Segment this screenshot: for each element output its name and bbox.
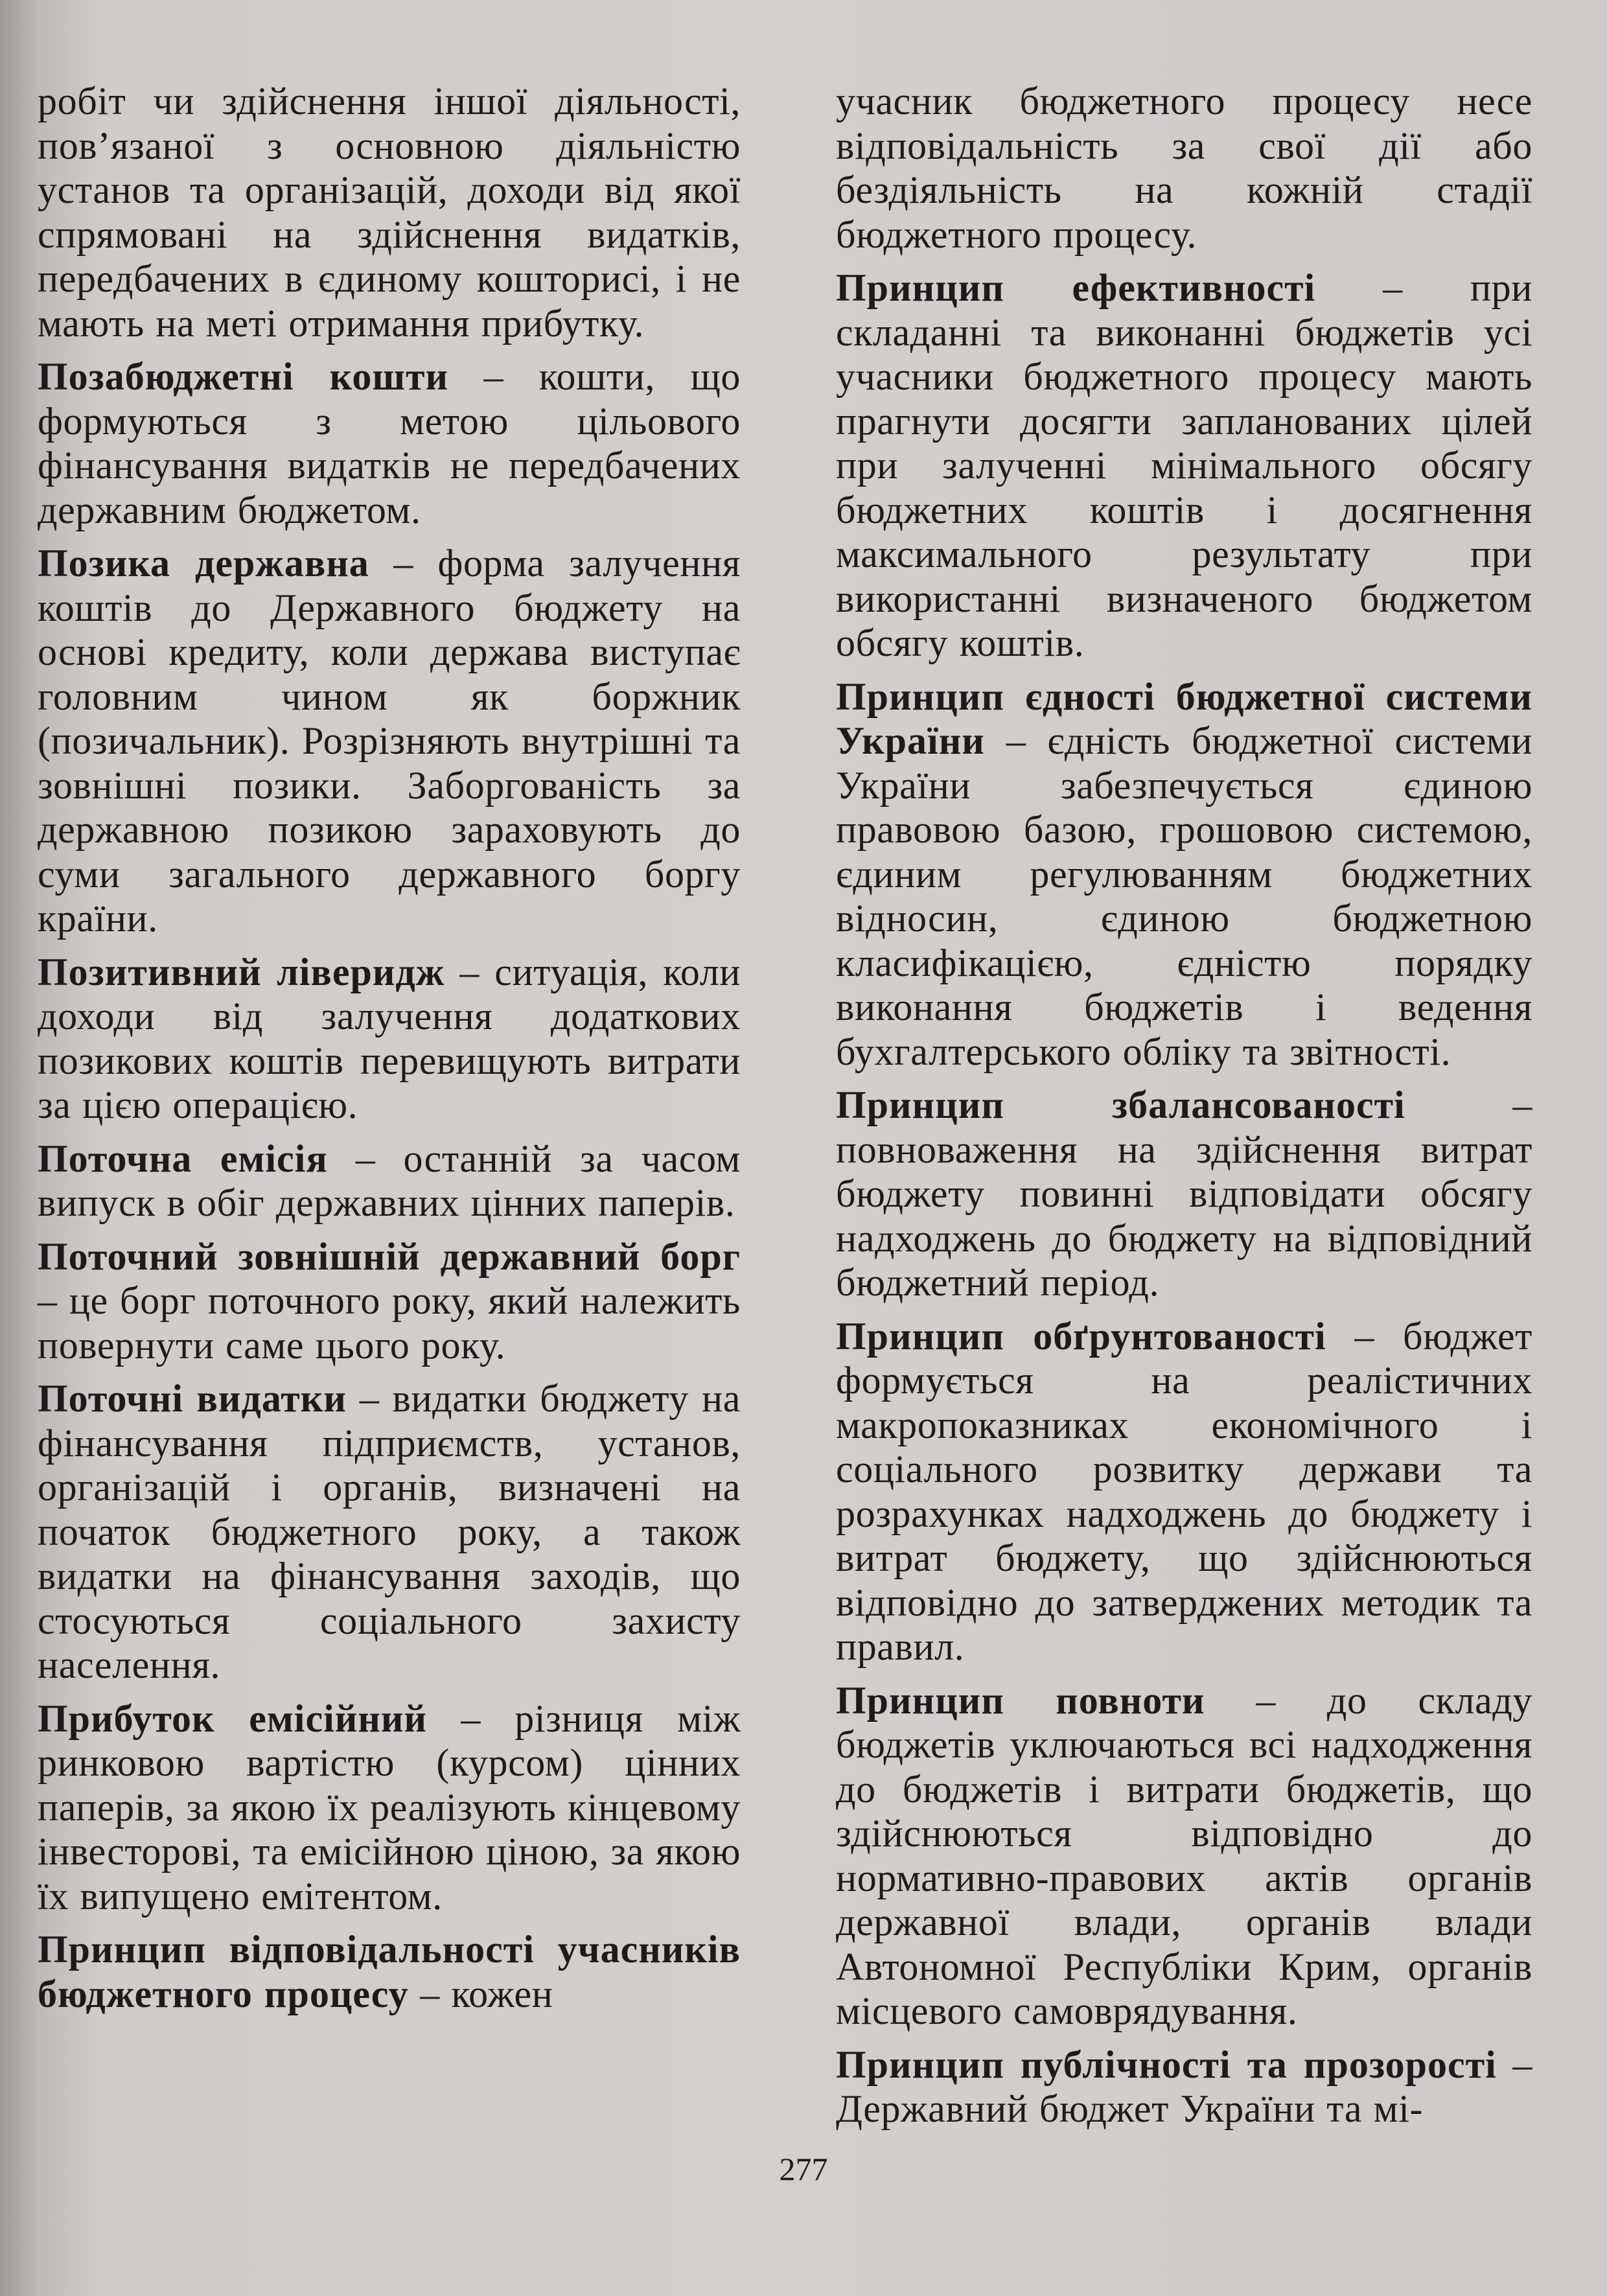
entry-term: Позика державна [38,542,369,585]
entry-term: Принцип публічності та прозорості [836,2043,1497,2086]
entry-definition: робіт чи здійснення іншої діяльності, пов’язаної з основною діяльністю установ та організацій, доходи від якої спрямовані на здійснення видатків, передбачених в єдиному кошторисі, і не мають на меті отримання прибутку. [38,80,741,345]
entry-term: Поточна емісія [38,1137,328,1180]
entry-definition: – кошти, що формуються з метою цільового фінансування видатків не передбачених державним бюджетом. [38,355,741,531]
entry-definition: – форма залучення коштів до Державного бюджету на основі кредиту, коли держава виступає головним чином як боржник (позичальник). Розрізняють внутрішні та зовнішні позики. Заборгованість за державною позикою зараховують до суми загального державного боргу країни. [38,542,741,940]
entry-definition: – останній за часом випуск в обіг державних цінних паперів. [38,1137,741,1224]
entry-definition: – єдність бюджетної системи України забезпечується єдиною правовою базою, грошовою системою, єдиним регулюванням бюджетних відносин, єдиною бюджетною класифікацією, єдністю порядку виконання бюджетів і ведення бухгалтерського обліку та звітності. [836,719,1532,1073]
entry-term: Принцип відповідальності учасників бюджетного процесу [38,1928,741,2015]
glossary-entry-continuation [836,79,1532,257]
page-number: 277 [779,2151,828,2187]
glossary-entry [38,1376,741,1687]
entry-definition: – ситуація, коли доходи від залучення додаткових позикових коштів перевищують витрати за цією операцією. [38,950,741,1126]
entry-definition: – до складу бюджетів уключаються всі надходження до бюджетів і витрати бюджетів, що здійснюються відповідно до нормативно-правових актів органів державної влади, органів влади Автономної Республіки Крим, органів місцевого самоврядування. [836,1678,1532,2032]
glossary-entry [38,541,741,941]
glossary-entry [836,1314,1532,1669]
glossary-entry [836,675,1532,1074]
entry-term: Позитивний ліверидж [38,950,445,993]
entry-definition: – Державний бюджет України та мі- [836,2043,1532,2130]
glossary-entry [836,266,1532,666]
glossary-entry-continuation [38,79,741,345]
right-column [836,79,1532,2140]
glossary-entry [38,354,741,532]
glossary-entry [38,1697,741,1919]
entry-term: Принцип повноти [836,1678,1205,1722]
left-column [38,79,741,2025]
glossary-entry [836,2043,1532,2131]
glossary-entry [38,950,741,1128]
glossary-entry [38,1137,741,1225]
entry-definition: учасник бюджетного процесу несе відповідальність за свої дії або бездіяльність на кожній стадії бюджетного процесу. [836,80,1532,256]
entry-term: Прибуток емісійний [38,1697,428,1740]
entry-definition: – повноваження на здійснення витрат бюджету повинні відповідати обсягу надходжень до бюджету на відповідний бюджетний період. [836,1084,1532,1304]
glossary-entry [38,1235,741,1368]
entry-term: Принцип ефективності [836,266,1316,309]
glossary-entry [836,1083,1532,1305]
glossary-entry [38,1927,741,2016]
entry-definition: – при складанні та виконанні бюджетів усі учасники бюджетного процесу мають прагнути досягти запланованих цілей при залученні мінімального обсягу бюджетних коштів і досягнення максимального результату при використанні визначеного бюджетом обсягу коштів. [836,266,1532,664]
entry-term: Позабюджетні кошти [38,355,449,398]
entry-definition: – видатки бюджету на фінансування підприємств, установ, організацій і органів, визначені на початок бюджетного року, а також видатки на фінансування заходів, що стосуються соціального захисту населення. [38,1377,741,1686]
glossary-entry [836,1678,1532,2034]
entry-definition: – бюджет формується на реалістичних макропоказниках економічного і соціального розвитку держави та розрахунках надходжень до бюджету і витрат бюджету, що здійснюються відповідно до затверджених методик та правил. [836,1314,1533,1668]
entry-term: Принцип збалансованості [836,1084,1405,1126]
entry-definition: – це борг поточного року, який належить повернути саме цього року. [38,1279,741,1367]
entry-term: Принцип єдності бюджетної системи України [836,675,1532,762]
entry-term: Поточні видатки [38,1377,347,1420]
entry-term: Принцип обґрунтованості [836,1314,1326,1358]
entry-definition: – різниця між ринковою вартістю (курсом) цінних паперів, за якою їх реалізують кінцевому інвесторові, та емісійною ціною, за якою їх випущено емітентом. [38,1697,741,1918]
entry-definition: – кожен [408,1972,553,2015]
entry-term: Поточний зовнішній державний борг [38,1235,741,1278]
